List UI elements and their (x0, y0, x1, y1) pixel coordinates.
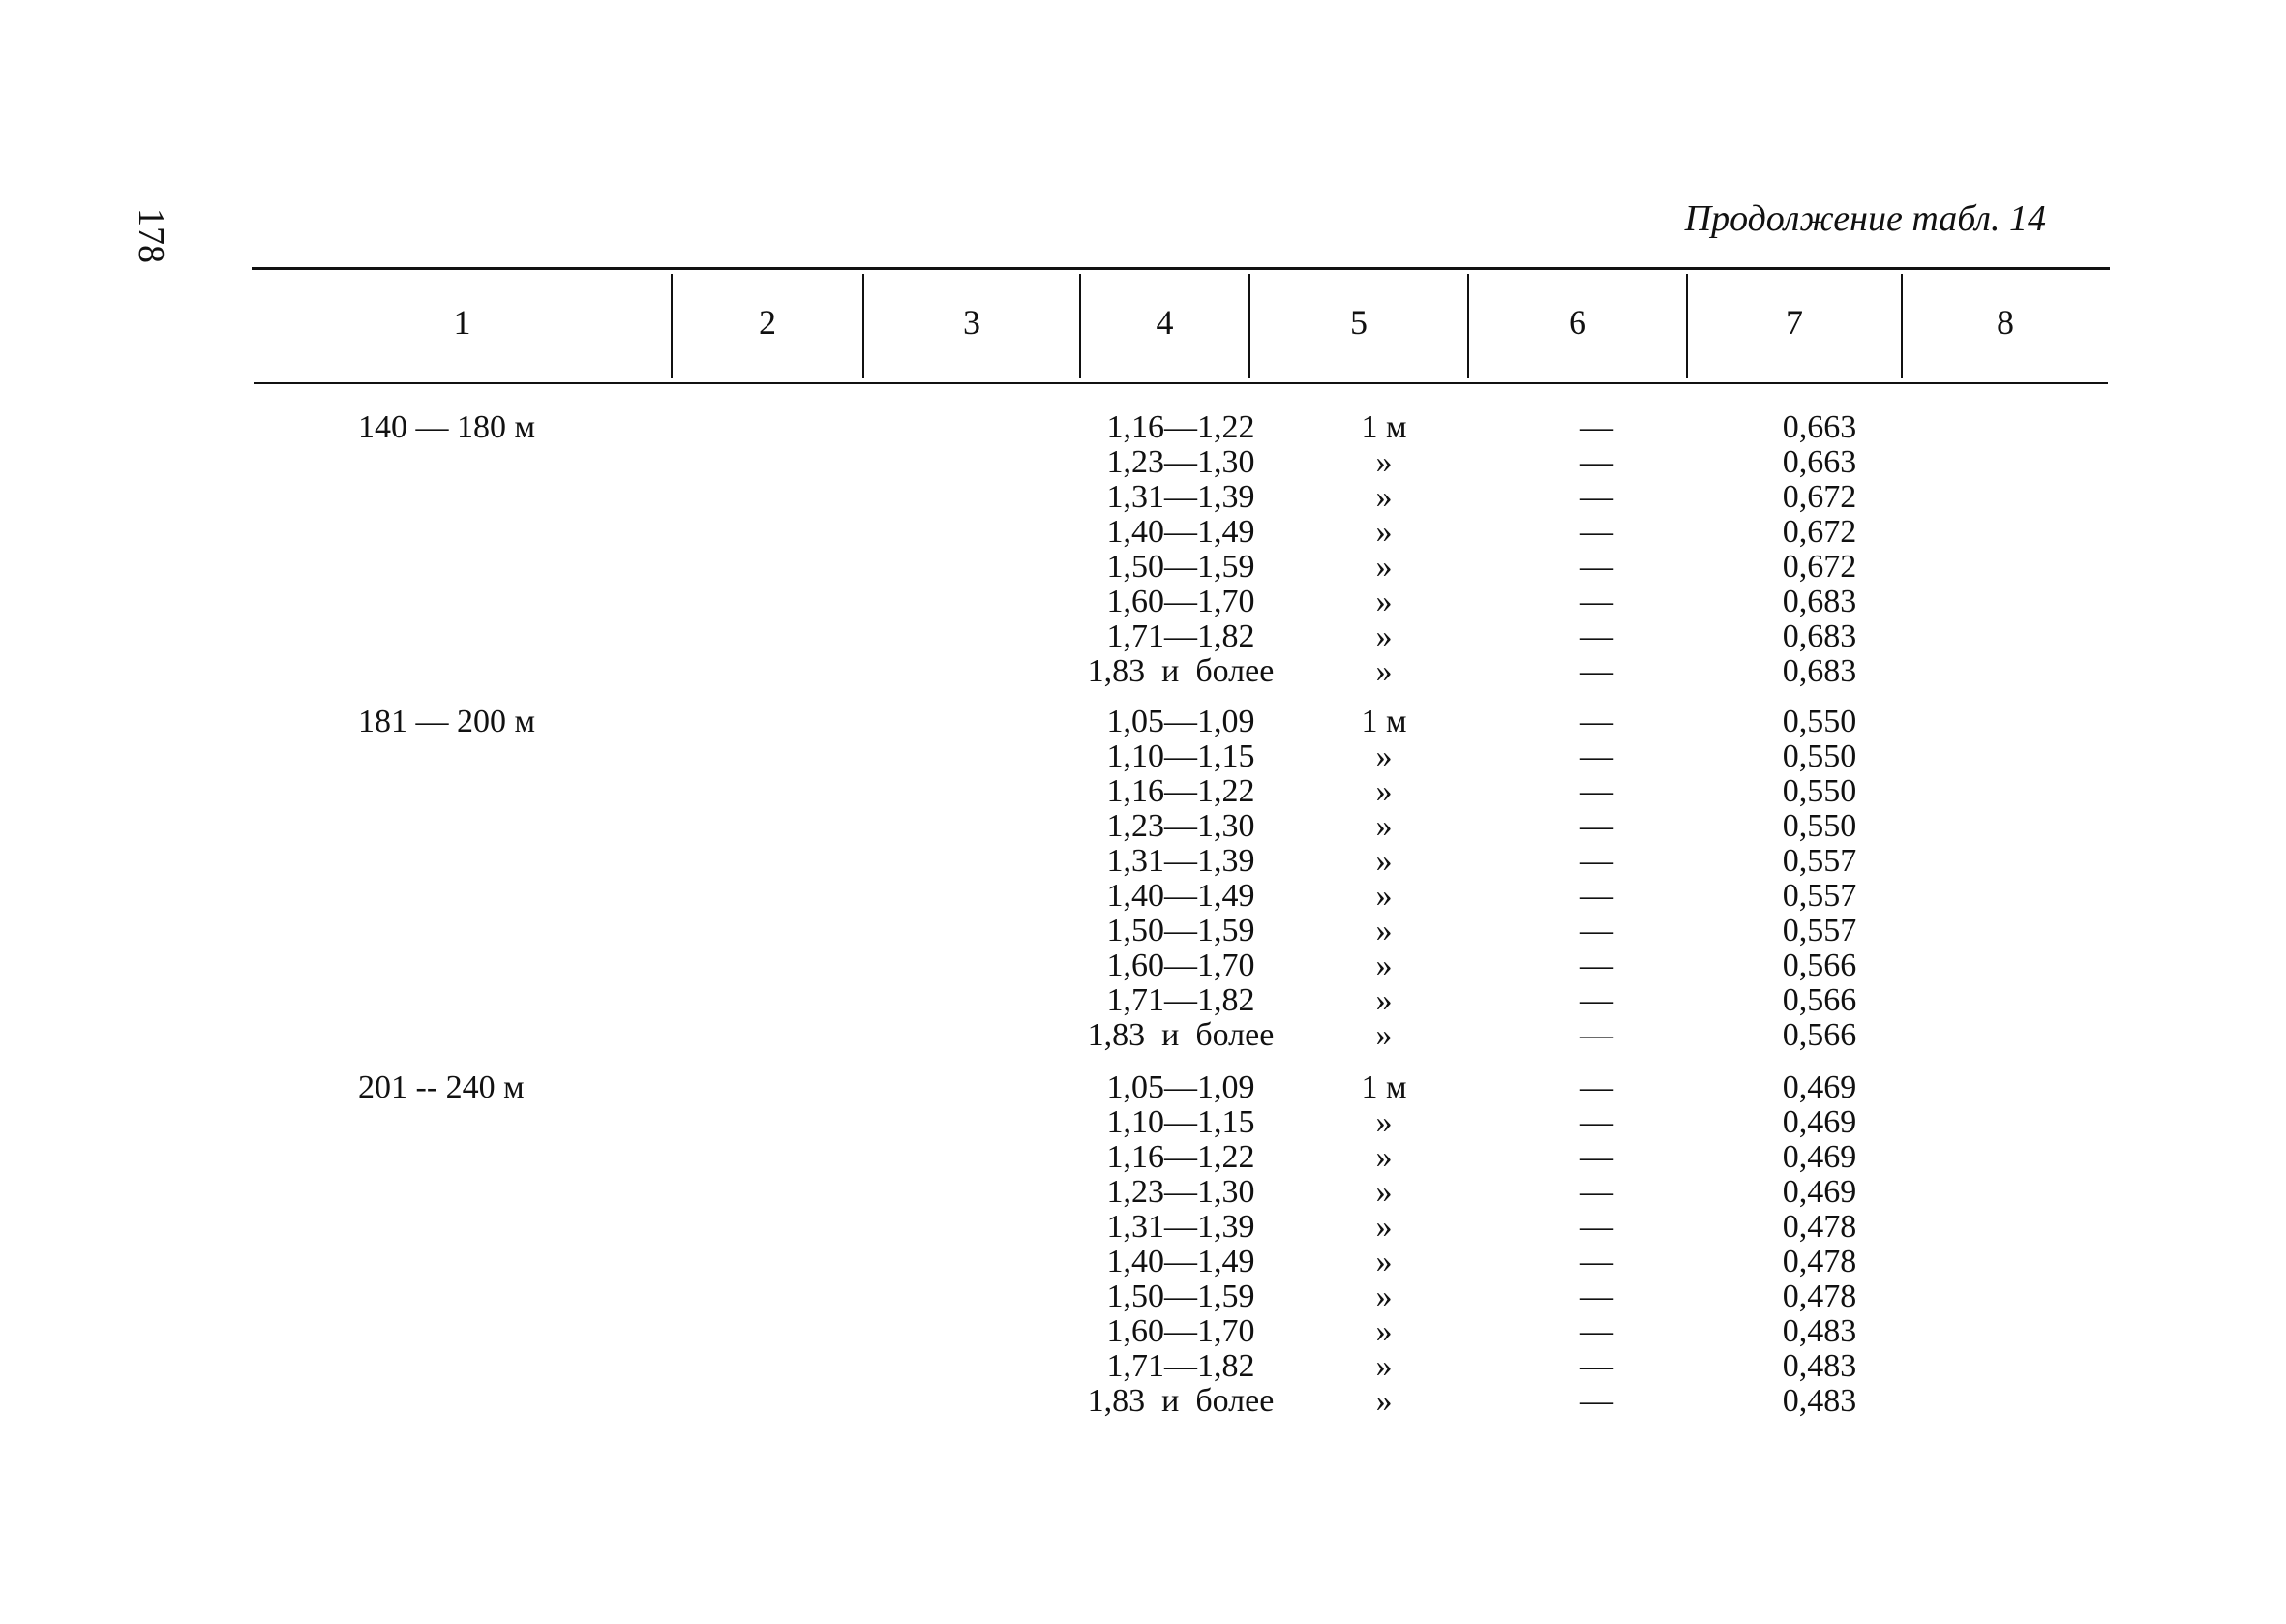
column-header: 1 (453, 303, 471, 342)
table-cell: 0,663 (1782, 444, 1857, 480)
table-row (0, 1070, 2286, 1105)
table-cell: » (1375, 1139, 1393, 1175)
table-cell: 1,83 и более (1087, 653, 1275, 689)
table-cell: 0,566 (1782, 947, 1857, 983)
table-row (0, 1210, 2286, 1245)
table-cell: — (1580, 653, 1613, 689)
table-cell: 1,50—1,59 (1106, 1278, 1255, 1314)
table-cell: » (1375, 1348, 1393, 1384)
table-cell: » (1375, 1104, 1393, 1140)
table-cell: 1,31—1,39 (1106, 479, 1255, 515)
table-cell: 1,50—1,59 (1106, 549, 1255, 585)
table-cell: 1 м (1361, 704, 1407, 739)
table-cell: 0,478 (1782, 1244, 1857, 1279)
table-cell: » (1375, 618, 1393, 654)
table-cell: — (1580, 549, 1613, 585)
table-cell: 0,557 (1782, 913, 1857, 948)
table-cell: — (1580, 1348, 1613, 1384)
table-row (0, 914, 2286, 948)
table-row (0, 585, 2286, 619)
table-cell: 1,83 и более (1087, 1383, 1275, 1419)
table-cell: — (1580, 584, 1613, 619)
table-row (0, 948, 2286, 983)
table-cell: » (1375, 1383, 1393, 1419)
table-header-rule (254, 382, 2108, 384)
table-cell: — (1580, 1383, 1613, 1419)
table-row (0, 619, 2286, 654)
table-cell: 1,40—1,49 (1106, 1244, 1255, 1279)
table-cell: — (1580, 1313, 1613, 1349)
table-row (0, 410, 2286, 445)
table-cell: 0,469 (1782, 1069, 1857, 1105)
column-header: 8 (1997, 303, 2014, 342)
table-cell: » (1375, 1244, 1393, 1279)
table-cell: » (1375, 1017, 1393, 1053)
table-cell: 0,557 (1782, 843, 1857, 879)
table-cell: 1,23—1,30 (1106, 1174, 1255, 1210)
table-cell: — (1580, 1069, 1613, 1105)
table-row (0, 1140, 2286, 1175)
table-cell: — (1580, 1278, 1613, 1314)
table-cell: 1,60—1,70 (1106, 1313, 1255, 1349)
table-top-rule (252, 267, 2110, 270)
table-cell: 1,31—1,39 (1106, 1209, 1255, 1245)
table-row (0, 1279, 2286, 1314)
table-row (0, 774, 2286, 809)
table-cell: 0,566 (1782, 982, 1857, 1018)
table-row (0, 844, 2286, 879)
table-cell: » (1375, 982, 1393, 1018)
table-cell: 0,469 (1782, 1139, 1857, 1175)
table-cell: » (1375, 549, 1393, 585)
table-cell: — (1580, 444, 1613, 480)
table-cell: — (1580, 913, 1613, 948)
table-cell: 1,10—1,15 (1106, 1104, 1255, 1140)
table-row (0, 515, 2286, 550)
table-cell: — (1580, 1139, 1613, 1175)
table-row (0, 445, 2286, 480)
table-cell: 1,10—1,15 (1106, 738, 1255, 774)
table-cell: — (1580, 982, 1613, 1018)
table-cell: 0,683 (1782, 584, 1857, 619)
table-row (0, 1105, 2286, 1140)
table-cell: 0,672 (1782, 514, 1857, 550)
table-cell: » (1375, 444, 1393, 480)
table-row (0, 1245, 2286, 1279)
table-row (0, 1018, 2286, 1053)
table-cell: 1,23—1,30 (1106, 808, 1255, 844)
column-header: 5 (1350, 303, 1368, 342)
table-cell: — (1580, 514, 1613, 550)
table-cell: — (1580, 479, 1613, 515)
page-number: 178 (131, 208, 171, 263)
table-cell: » (1375, 913, 1393, 948)
table-cell: » (1375, 1278, 1393, 1314)
table-cell: 0,469 (1782, 1104, 1857, 1140)
table-cell: 0,566 (1782, 1017, 1857, 1053)
table-cell: 1,71—1,82 (1106, 982, 1255, 1018)
table-cell: 0,478 (1782, 1209, 1857, 1245)
table-cell: — (1580, 773, 1613, 809)
table-cell: 0,550 (1782, 773, 1857, 809)
table-cell: » (1375, 514, 1393, 550)
table-cell: 0,672 (1782, 479, 1857, 515)
table-row (0, 809, 2286, 844)
table-cell: 1,16—1,22 (1106, 1139, 1255, 1175)
table-cell: 0,672 (1782, 549, 1857, 585)
table-cell: — (1580, 1104, 1613, 1140)
table-cell: 1,60—1,70 (1106, 947, 1255, 983)
table-cell: — (1580, 618, 1613, 654)
table-cell: 1,31—1,39 (1106, 843, 1255, 879)
table-cell: » (1375, 1209, 1393, 1245)
table-cell: 1,05—1,09 (1106, 704, 1255, 739)
table-cell: 0,478 (1782, 1278, 1857, 1314)
column-header: 2 (759, 303, 776, 342)
table-row (0, 1384, 2286, 1419)
table-cell: 1,71—1,82 (1106, 1348, 1255, 1384)
table-cell: 1,16—1,22 (1106, 409, 1255, 445)
column-header: 3 (963, 303, 980, 342)
table-cell: 1 м (1361, 409, 1407, 445)
table-cell: » (1375, 843, 1393, 879)
table-row (0, 1349, 2286, 1384)
table-cell: 0,469 (1782, 1174, 1857, 1210)
table-cell: 0,483 (1782, 1313, 1857, 1349)
table-cell: — (1580, 843, 1613, 879)
table-cell: 1,40—1,49 (1106, 514, 1255, 550)
table-cell: — (1580, 1174, 1613, 1210)
group-label: 140 — 180 м (358, 409, 536, 445)
table-cell: — (1580, 1209, 1613, 1245)
table-cell: » (1375, 808, 1393, 844)
table-cell: » (1375, 584, 1393, 619)
table-cell: 0,683 (1782, 618, 1857, 654)
table-cell: 0,550 (1782, 704, 1857, 739)
table-cell: 1,05—1,09 (1106, 1069, 1255, 1105)
table-row (0, 983, 2286, 1018)
table-cell: » (1375, 653, 1393, 689)
table-cell: 0,557 (1782, 878, 1857, 914)
group-label: 201 -- 240 м (358, 1069, 525, 1105)
table-cell: 0,663 (1782, 409, 1857, 445)
table-cell: — (1580, 704, 1613, 739)
table-cell: 0,483 (1782, 1348, 1857, 1384)
table-cell: » (1375, 479, 1393, 515)
table-cell: 1,71—1,82 (1106, 618, 1255, 654)
table-cell: 0,550 (1782, 738, 1857, 774)
group-label: 181 — 200 м (358, 704, 536, 739)
table-cell: » (1375, 738, 1393, 774)
table-row (0, 550, 2286, 585)
table-cell: » (1375, 773, 1393, 809)
table-cell: 1 м (1361, 1069, 1407, 1105)
column-header: 7 (1786, 303, 1803, 342)
table-cell: — (1580, 947, 1613, 983)
table-cell: — (1580, 1017, 1613, 1053)
table-cell: — (1580, 878, 1613, 914)
table-cell: » (1375, 1313, 1393, 1349)
table-cell: » (1375, 1174, 1393, 1210)
table-row (0, 654, 2286, 689)
table-cell: 0,483 (1782, 1383, 1857, 1419)
table-row (0, 1314, 2286, 1349)
table-cell: 1,40—1,49 (1106, 878, 1255, 914)
table-cell: — (1580, 409, 1613, 445)
table-cell: 1,60—1,70 (1106, 584, 1255, 619)
table-caption: Продолжение табл. 14 (1684, 198, 2046, 239)
table-cell: — (1580, 808, 1613, 844)
table-cell: — (1580, 738, 1613, 774)
table-row (0, 1175, 2286, 1210)
table-row (0, 705, 2286, 739)
table-row (0, 480, 2286, 515)
table-cell: 0,683 (1782, 653, 1857, 689)
column-header: 4 (1156, 303, 1174, 342)
table-cell: 1,16—1,22 (1106, 773, 1255, 809)
table-cell: 1,83 и более (1087, 1017, 1275, 1053)
column-header: 6 (1569, 303, 1586, 342)
table-row (0, 879, 2286, 914)
table-cell: 0,550 (1782, 808, 1857, 844)
table-cell: » (1375, 878, 1393, 914)
table-cell: » (1375, 947, 1393, 983)
table-cell: 1,23—1,30 (1106, 444, 1255, 480)
table-cell: — (1580, 1244, 1613, 1279)
table-cell: 1,50—1,59 (1106, 913, 1255, 948)
table-row (0, 739, 2286, 774)
